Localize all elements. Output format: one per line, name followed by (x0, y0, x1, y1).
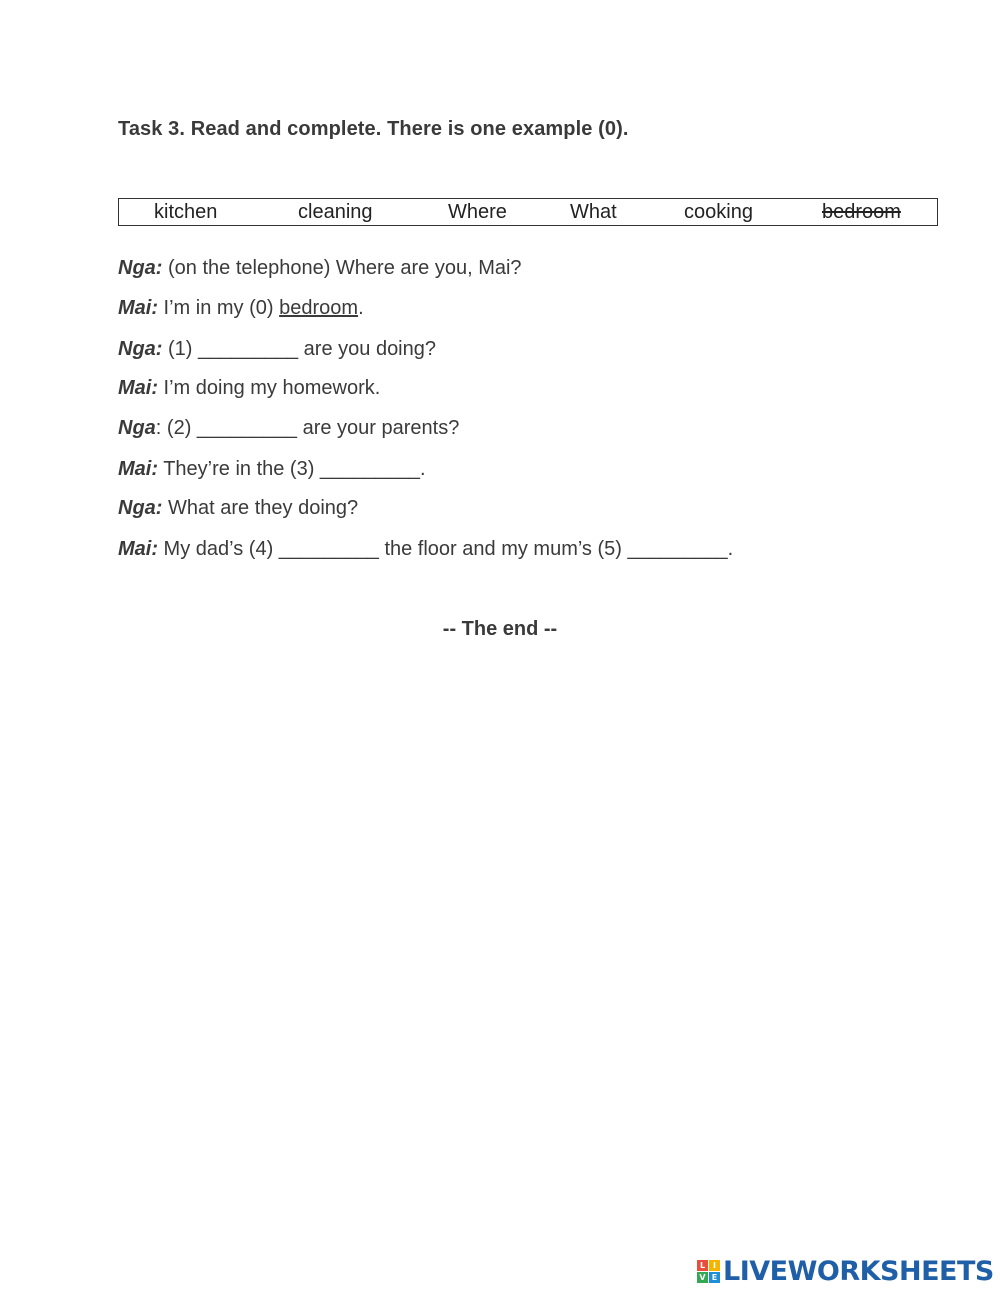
speaker-label: Nga (118, 417, 156, 439)
speaker-label: Mai: (118, 297, 158, 319)
dialogue-text: (1) _________ are you doing? (162, 338, 436, 360)
end-marker: -- The end -- (442, 618, 558, 640)
logo-block: L (697, 1260, 708, 1271)
speaker-label: Nga: (118, 497, 163, 519)
word-bank-box (118, 198, 938, 226)
speaker-label: Nga: (118, 338, 163, 360)
dialogue-text: They’re in the (3) _________. (158, 458, 426, 480)
dialogue-line (118, 497, 358, 520)
dialogue-line (118, 377, 380, 400)
speaker-label: Nga: (118, 257, 163, 279)
speaker-label: Mai: (118, 458, 158, 480)
word-bank-item: What (570, 201, 617, 223)
logo-blocks-icon (697, 1260, 720, 1283)
dialogue-line (118, 338, 436, 361)
dialogue-text: I’m doing my homework. (158, 377, 381, 399)
dialogue-line (118, 538, 733, 561)
task-title: Task 3. Read and complete. There is one example (0). (118, 118, 629, 140)
dialogue-line (118, 297, 364, 320)
logo-text: LIVEWORKSHEETS (723, 1256, 994, 1287)
dialogue-text: . (358, 297, 364, 319)
speaker-label: Mai: (118, 377, 158, 399)
dialogue-line (118, 417, 459, 440)
dialogue-text: : (2) _________ are your parents? (155, 417, 460, 439)
logo-block: V (697, 1272, 708, 1283)
logo-block: I (709, 1260, 720, 1271)
dialogue-line (118, 458, 426, 481)
word-bank-item-used: bedroom (822, 201, 901, 223)
liveworksheets-logo (697, 1256, 994, 1287)
dialogue-text: What are they doing? (162, 497, 359, 519)
word-bank-item: kitchen (154, 201, 218, 223)
word-bank-item: Where (448, 201, 507, 223)
speaker-label: Mai: (118, 538, 158, 560)
word-bank-item: cleaning (298, 201, 373, 223)
logo-block: E (709, 1272, 720, 1283)
dialogue-line (118, 257, 522, 280)
dialogue-text: (on the telephone) Where are you, Mai? (162, 257, 522, 279)
dialogue-text: I’m in my (0) (158, 297, 280, 319)
word-bank-item: cooking (684, 201, 753, 223)
dialogue-text: My dad’s (4) _________ the floor and my mum’s (5) _________. (158, 538, 734, 560)
example-answer: bedroom (279, 297, 359, 319)
